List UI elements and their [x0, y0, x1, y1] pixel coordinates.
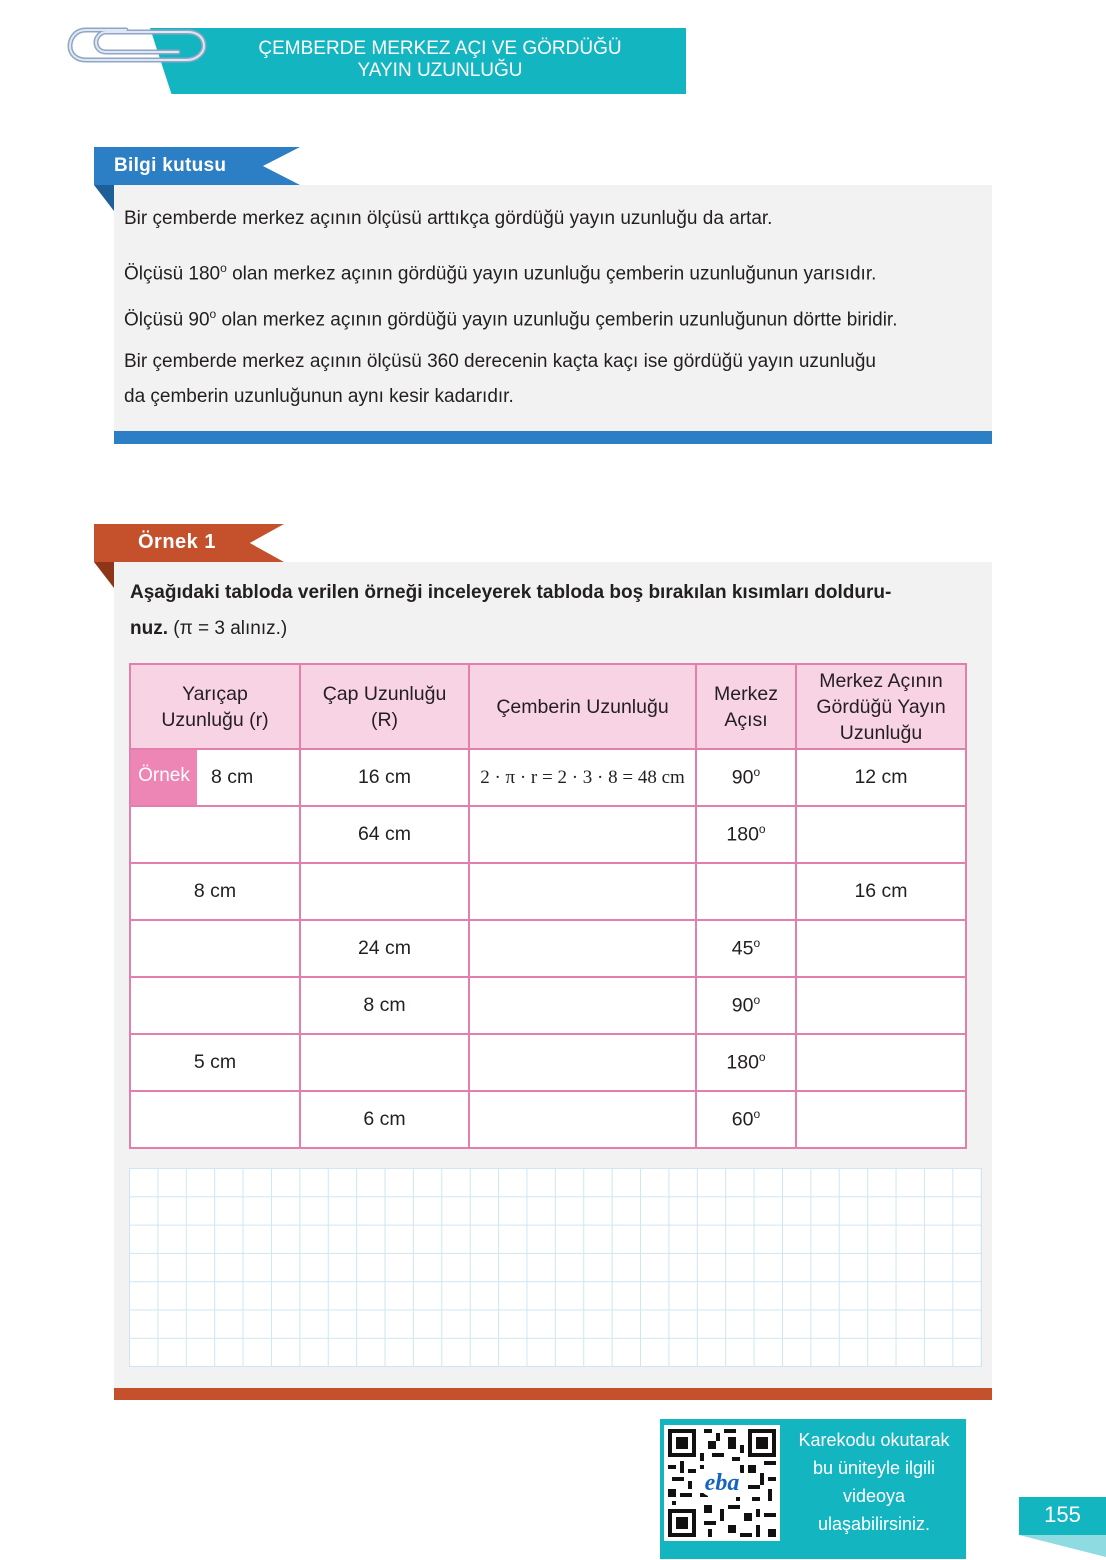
info-line-4: Bir çemberde merkez açının ölçüsü 360 derecenin kaçta kaçı ise gördüğü yayın uzunluğu [124, 351, 876, 372]
qr-caption-line-4: ulaşabilirsiniz. [817, 1514, 931, 1534]
table-row [130, 977, 966, 1034]
example-tab-label: Örnek 1 [138, 531, 216, 553]
question-line-1: Aşağıdaki tabloda verilen örneği inceleyerek tabloda boş bırakılan kısımları dolduru- [130, 582, 892, 603]
cell-diameter: 8 cm [300, 977, 469, 1034]
cell-circumference[interactable] [469, 1091, 696, 1148]
cell-angle: 45$^o$ [696, 920, 796, 977]
info-box-bottom-bar [114, 431, 992, 444]
degree-mark: o [220, 261, 227, 275]
example-question [130, 575, 980, 647]
cell-radius[interactable] [130, 1091, 300, 1148]
cell-circumference[interactable] [469, 977, 696, 1034]
table-row [130, 920, 966, 977]
cell-arc[interactable] [796, 1034, 966, 1091]
cell-arc: 12 cm [796, 749, 966, 806]
table-row [130, 749, 966, 806]
cell-circumference[interactable] [469, 920, 696, 977]
info-line-3-start: Ölçüsü 90 [124, 309, 210, 331]
scratch-grid [129, 1168, 982, 1367]
table-row [130, 1034, 966, 1091]
eba-logo: eba [704, 1470, 740, 1497]
cell-angle: 90$^o$ [696, 977, 796, 1034]
cell-diameter: 16 cm [300, 749, 469, 806]
qr-caption [784, 1426, 964, 1538]
cell-diameter: 24 cm [300, 920, 469, 977]
info-line-3 [124, 298, 990, 336]
cell-circumference[interactable] [469, 863, 696, 920]
qr-caption-line-2: bu üniteyle ilgili [812, 1458, 936, 1478]
degree-mark: o [209, 307, 217, 321]
example-badge: Örnek [131, 750, 197, 805]
cell-radius: 5 cm [130, 1034, 300, 1091]
cell-radius: 8 cm [130, 863, 300, 920]
cell-arc[interactable] [796, 977, 966, 1034]
cell-diameter[interactable] [300, 1034, 469, 1091]
info-line-2 [124, 252, 990, 290]
qr-caption-line-3: videoya [842, 1486, 906, 1506]
example-box-bottom-bar [114, 1388, 992, 1400]
table-header-row [130, 664, 966, 749]
cell-diameter: 64 cm [300, 806, 469, 863]
cell-diameter: 6 cm [300, 1091, 469, 1148]
cell-angle: 90$^o$ [696, 749, 796, 806]
info-line-5: da çemberin uzunluğunun aynı kesir kadarıdır. [124, 386, 514, 407]
qr-code-icon[interactable] [664, 1425, 780, 1541]
cell-angle: 180$^o$ [696, 806, 796, 863]
info-box-tab-label: Bilgi kutusu [114, 155, 227, 176]
chapter-title-line-2: YAYIN UZUNLUĞU [357, 60, 523, 81]
page-number-tab [1019, 1535, 1106, 1557]
cell-angle[interactable] [696, 863, 796, 920]
header-circumference: Çemberin Uzunluğu [469, 664, 696, 749]
cell-circumference: 2 · π · r = 2 · 3 · 8 = 48 cm [469, 749, 696, 806]
cell-radius[interactable] [130, 977, 300, 1034]
question-hint: (π = 3 alınız.) [168, 618, 288, 639]
chapter-title-line-1: ÇEMBERDE MERKEZ AÇI VE GÖRDÜĞÜ [258, 38, 622, 59]
cell-radius[interactable] [130, 920, 300, 977]
example-tab-fold [94, 562, 114, 588]
cell-radius [130, 749, 300, 806]
cell-circumference[interactable] [469, 1034, 696, 1091]
info-line-2-end: olan merkez açının gördüğü yayın uzunluğu çemberin uzunluğunun yarısıdır. [226, 263, 877, 285]
header-radius: Yarıçap Uzunluğu (r) [130, 664, 300, 749]
cell-angle: 180$^o$ [696, 1034, 796, 1091]
table-row [130, 806, 966, 863]
cell-arc: 16 cm [796, 863, 966, 920]
qr-caption-line-1: Karekodu okutarak [798, 1430, 950, 1450]
circle-table [129, 663, 967, 1149]
header-diameter: Çap Uzunluğu (R) [300, 664, 469, 749]
info-line-2-start: Ölçüsü 180 [124, 263, 221, 285]
header-arc-length: Merkez Açının Gördüğü Yayın Uzunluğu [796, 664, 966, 749]
cell-angle: 60$^o$ [696, 1091, 796, 1148]
info-box-tab-fold [94, 185, 114, 211]
page-number: 155 [1044, 1502, 1081, 1527]
info-line-3-end: olan merkez açının gördüğü yayın uzunluğu çemberin uzunluğunun dörtte biridir. [216, 309, 898, 331]
table-row [130, 863, 966, 920]
cell-diameter[interactable] [300, 863, 469, 920]
header-central-angle: Merkez Açısı [696, 664, 796, 749]
cell-arc[interactable] [796, 806, 966, 863]
cell-arc[interactable] [796, 920, 966, 977]
chapter-title [200, 38, 680, 82]
cell-radius[interactable] [130, 806, 300, 863]
paperclip-icon [66, 18, 216, 90]
cell-circumference[interactable] [469, 806, 696, 863]
cell-radius-value: 8 cm [211, 766, 254, 788]
cell-arc[interactable] [796, 1091, 966, 1148]
question-line-2-bold: nuz. [130, 618, 168, 639]
info-line-1: Bir çemberde merkez açının ölçüsü arttıkça gördüğü yayın uzunluğu da artar. [124, 208, 773, 229]
table-row [130, 1091, 966, 1148]
